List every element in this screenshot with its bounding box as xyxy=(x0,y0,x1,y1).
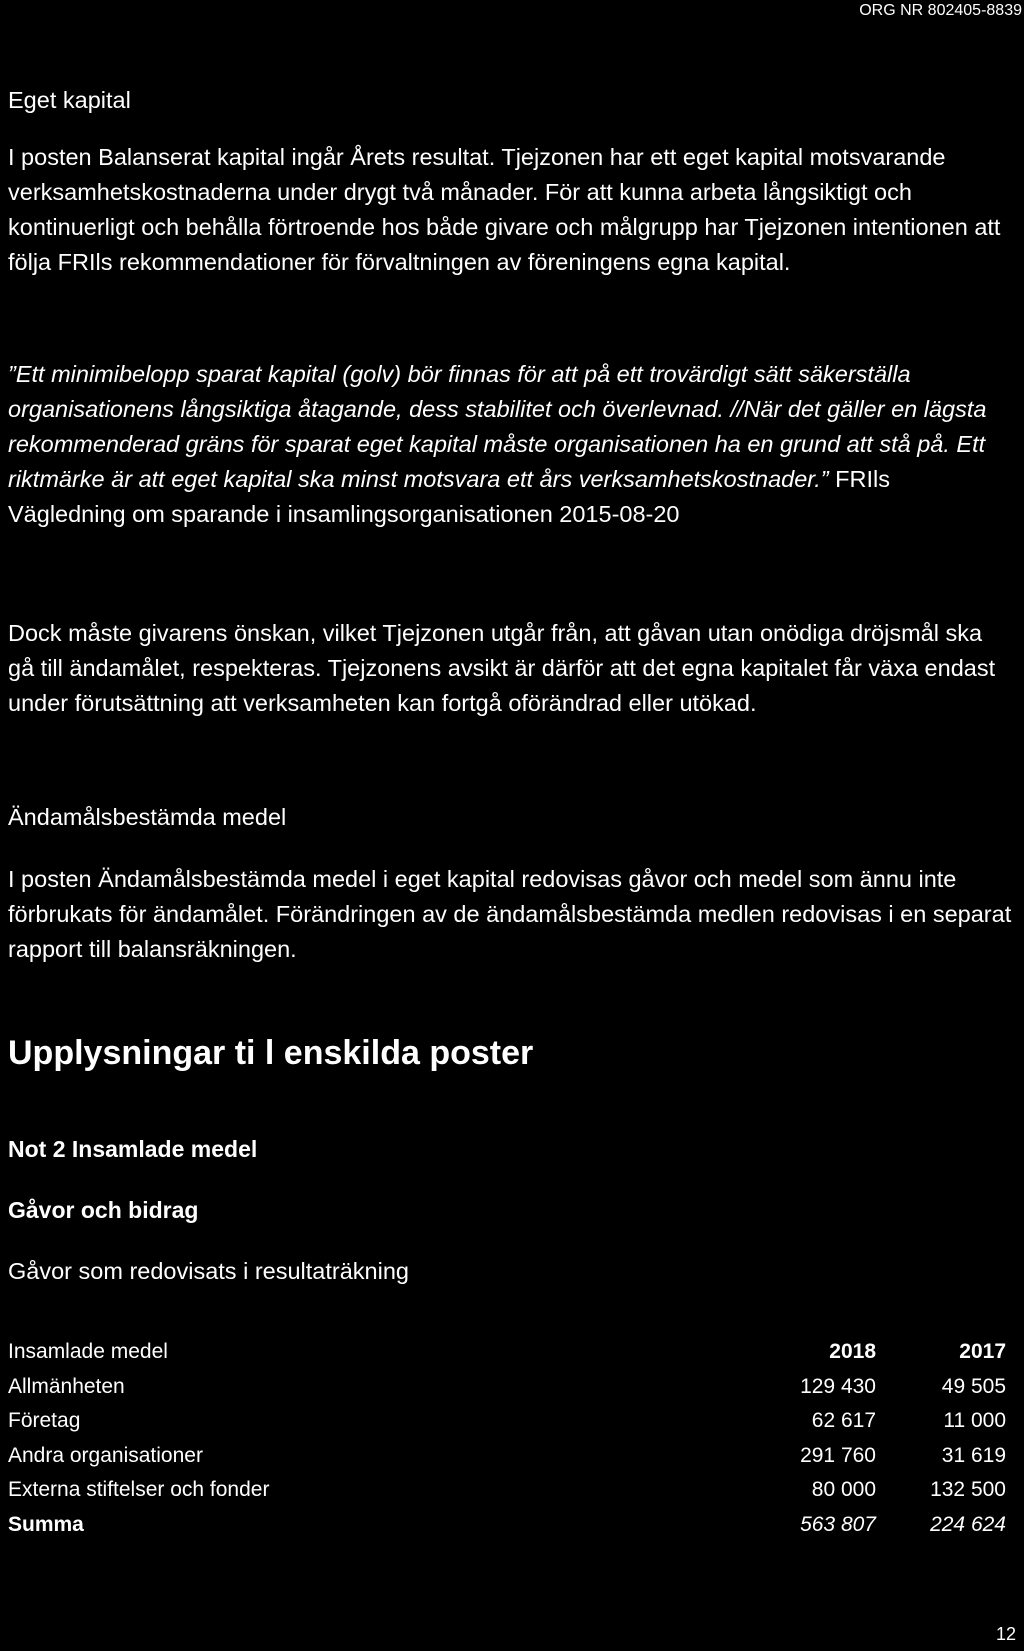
total-label: Summa xyxy=(8,1512,84,1536)
row-2017: 49 505 xyxy=(941,1374,1006,1398)
table-total-row xyxy=(8,1508,1006,1543)
table-header-2017: 2017 xyxy=(959,1340,1006,1364)
insamlade-medel-table xyxy=(8,1335,1006,1542)
frii-quote-paragraph xyxy=(8,357,1013,532)
row-2018: 80 000 xyxy=(811,1478,876,1502)
row-2017: 132 500 xyxy=(930,1478,1006,1502)
table-header-2018: 2018 xyxy=(829,1340,876,1364)
eget-kapital-paragraph: I posten Balanserat kapital ingår Årets resultat. Tjejzonen har ett eget kapital motsvarande verksamhetskostnaderna under drygt två månader. För att kunna arbeta långsiktigt och kontinuerligt och behålla förtroende hos både givare och målgrupp har Tjejzonen intentionen att följa FRIls rekommendationer för förvaltningen av föreningens egna kapital. xyxy=(8,144,1001,275)
total-2017: 224 624 xyxy=(930,1512,1006,1536)
eget-kapital-heading: Eget kapital xyxy=(8,87,131,113)
row-label: Andra organisationer xyxy=(8,1443,203,1467)
row-2017: 11 000 xyxy=(943,1409,1006,1433)
row-2018: 62 617 xyxy=(811,1409,876,1433)
row-2018: 129 430 xyxy=(800,1374,876,1398)
page-number: 12 xyxy=(995,1624,1016,1644)
row-2018: 291 760 xyxy=(800,1443,876,1467)
frii-quote: ”Ett minimibelopp sparat kapital (golv) bör finnas för att på ett trovärdigt sätt säkerställa organisationens långsiktiga åtagande, dess stabilitet och överlevnad. //När det gäller en lägsta rekommenderad gräns för sparat eget kapital måste organisationen ha en grund att stå på. Ett riktmärke är att eget kapital ska minst motsvara ett års verksamhetskostnader.” xyxy=(8,361,987,492)
table-row xyxy=(8,1473,1006,1508)
row-label: Allmänheten xyxy=(8,1374,125,1398)
row-label: Företag xyxy=(8,1409,81,1433)
andamal-paragraph: I posten Ändamålsbestämda medel i eget kapital redovisas gåvor och medel som ännu inte förbrukats för ändamålet. Förändringen av de ändamålsbestämda medlen redovisas i en separat rapport till balansräkningen. xyxy=(8,866,1012,962)
table-row xyxy=(8,1370,1006,1405)
table-header-label: Insamlade medel xyxy=(8,1340,168,1364)
total-2018: 563 807 xyxy=(800,1512,876,1536)
frii-quote-source: FRIls Vägledning om sparande i insamlingsorganisationen 2015-08-20 xyxy=(8,466,890,527)
table-row xyxy=(8,1439,1006,1474)
org-number: ORG NR 802405-8839 xyxy=(859,2,1022,19)
andamal-heading: Ändamålsbestämda medel xyxy=(8,804,287,830)
section-title: Upplysningar ti l enskilda poster xyxy=(8,1034,534,1072)
sub-title: Gåvor och bidrag xyxy=(8,1197,199,1223)
note-title: Not 2 Insamlade medel xyxy=(8,1136,258,1162)
table-header-row xyxy=(8,1335,1006,1370)
table-row xyxy=(8,1404,1006,1439)
table-caption: Gåvor som redovisats i resultaträkning xyxy=(8,1258,409,1284)
eget-kapital-paragraph-2: Dock måste givarens önskan, vilket Tjejzonen utgår från, att gåvan utan onödiga dröjsmål ska gå till ändamålet, respekteras. Tjejzonens avsikt är därför att det egna kapitalet får växa endast under förutsättning att verksamheten kan fortgå oförändrad eller utökad. xyxy=(8,620,996,716)
row-2017: 31 619 xyxy=(941,1443,1006,1467)
row-label: Externa stiftelser och fonder xyxy=(8,1478,270,1502)
